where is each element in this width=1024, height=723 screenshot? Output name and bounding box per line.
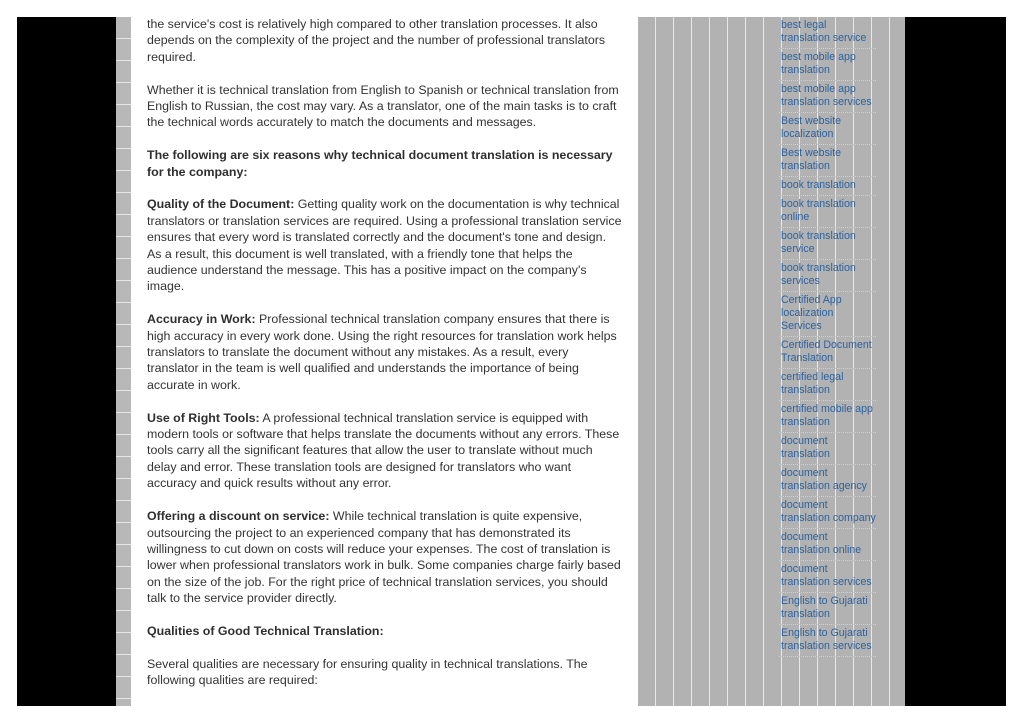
tag-list-item	[779, 529, 876, 561]
paragraph-text: Professional technical translation company ensures that there is high accuracy in every work done. Using the right resources for translation work helps translators to translate the document without any mistakes. As a result, every translator in the team is well qualified and understands the importance of being accurate in work.	[147, 312, 617, 392]
paragraph-heading: The following are six reasons why technical document translation is necessary for the company:	[147, 148, 613, 179]
tag-link[interactable]: book translation online	[781, 198, 856, 223]
tag-list-item	[779, 49, 876, 81]
tag-list-item	[779, 17, 876, 49]
tag-link[interactable]: document translation online	[781, 531, 862, 556]
tag-link[interactable]: best mobile app translation	[781, 51, 856, 76]
left-gray-strip	[116, 17, 131, 706]
tag-list-item	[779, 145, 876, 177]
paragraph-text: Whether it is technical translation from English to Spanish or technical translation from English to Russian, the cost may vary. As a translator, one of the main tasks is to craft the technical words accurately to match the documents and messages.	[147, 82, 619, 130]
tag-list-item	[779, 81, 876, 113]
paragraph-heading: Quality of the Document:	[147, 197, 295, 212]
tag-list-item	[779, 196, 876, 228]
paragraph-text: the service's cost is relatively high compared to other translation processes. It also depends on the complexity of the project and the number of professional translators required.	[147, 17, 606, 64]
tag-link[interactable]: English to Gujarati translation services	[781, 627, 872, 652]
tag-link[interactable]: certified mobile app translation	[781, 403, 873, 428]
tag-sidebar	[779, 17, 876, 706]
tag-link[interactable]: document translation company	[781, 499, 876, 524]
paragraph-text: A professional technical translation service is equipped with modern tools or software that helps translate the documents without any errors. These tools carry all the significant features that allow the user to translate without much delay and error. These translation tools are designed for translators who want accuracy and quick results without any error.	[147, 410, 620, 491]
paragraph-heading: Accuracy in Work:	[147, 312, 256, 327]
tag-list-item	[779, 497, 876, 529]
tag-link[interactable]: certified legal translation	[781, 371, 844, 396]
article-paragraph	[147, 623, 623, 639]
tag-list-item	[779, 433, 876, 465]
tag-link[interactable]: Certified App localization Services	[781, 294, 842, 332]
tag-list-item	[779, 177, 876, 196]
tag-list-item	[779, 260, 876, 292]
tag-link[interactable]: best legal translation service	[781, 19, 867, 44]
tag-list	[779, 17, 876, 657]
article-paragraph	[147, 147, 623, 180]
paragraph-heading: Qualities of Good Technical Translation:	[147, 623, 384, 638]
tag-link[interactable]: document translation agency	[781, 467, 867, 492]
paragraph-text: Getting quality work on the documentation is why technical translators or translation services are required. Using a professional translation service ensures that every word is translated correctly and the document's tone and design. As a result, this document is well translated, with a friendly tone that helps the audience understand the message. This has a positive impact on the company's image.	[147, 197, 622, 294]
paragraph-text: While technical translation is quite expensive, outsourcing the project to an experienced company that has demonstrated its willingness to cut down on costs will reduce your expenses. The cost of translation is lower when professional translators work in bulk. Some companies charge fairly based on the size of the job. For the right price of technical translation services, you should talk to the service provider directly.	[147, 509, 621, 606]
tag-list-item	[779, 369, 876, 401]
tag-link[interactable]: document translation	[781, 435, 830, 460]
tag-link[interactable]: document translation services	[781, 563, 872, 588]
article-paragraph	[147, 508, 623, 606]
tag-list-item	[779, 593, 876, 625]
tag-link[interactable]: English to Gujarati translation	[781, 595, 868, 620]
tag-list-item	[779, 561, 876, 593]
article-paragraph	[147, 311, 623, 393]
article-body	[147, 17, 623, 705]
article-paragraph	[147, 656, 623, 689]
tag-link[interactable]: Certified Document Translation	[781, 339, 872, 364]
article-paragraph	[147, 196, 623, 294]
tag-list-item	[779, 465, 876, 497]
tag-list-item	[779, 625, 876, 657]
article-paragraph	[147, 82, 623, 131]
tag-link[interactable]: best mobile app translation services	[781, 83, 872, 108]
tag-link[interactable]: book translation service	[781, 230, 856, 255]
main-content	[131, 17, 638, 706]
tag-list-item	[779, 292, 876, 337]
tag-list-item	[779, 401, 876, 433]
tag-link[interactable]: Best website translation	[781, 147, 842, 172]
paragraph-heading: Use of Right Tools:	[147, 410, 260, 425]
paragraph-text: Several qualities are necessary for ensuring quality in technical translations. The following qualities are required:	[147, 656, 588, 688]
tag-link[interactable]: book translation services	[781, 262, 856, 287]
tag-list-item	[779, 228, 876, 260]
tag-list-item	[779, 113, 876, 145]
tag-link[interactable]: Best website localization	[781, 115, 842, 140]
tag-list-item	[779, 337, 876, 369]
article-paragraph	[147, 16, 623, 65]
paragraph-heading: Offering a discount on service:	[147, 509, 330, 524]
tag-link[interactable]: book translation	[781, 179, 856, 191]
article-paragraph	[147, 410, 623, 492]
